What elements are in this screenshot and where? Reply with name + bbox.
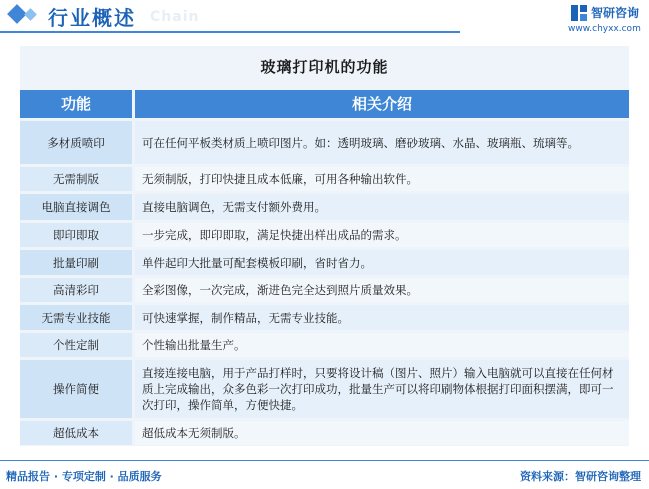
table-row	[20, 360, 629, 418]
footer-slogan: 精品报告 · 专项定制 · 品质服务	[6, 470, 162, 483]
column-header-description: 相关介绍	[135, 90, 629, 118]
function-description: 一步完成，即印即取，满足快捷出样出成品的需求。	[135, 223, 629, 247]
function-description: 可在任何平板类材质上喷印图片。如：透明玻璃、磨砂玻璃、水晶、玻璃瓶、琉璃等。	[135, 121, 629, 164]
table-title: 玻璃打印机的功能	[260, 58, 389, 76]
brand-logo-icon	[570, 4, 588, 22]
header-diamond-small-icon	[24, 8, 37, 21]
function-description: 全彩图像，一次完成，渐进色完全达到照片质量效果。	[135, 278, 629, 302]
function-description: 无须制版，打印快捷且成本低廉，可用各种输出软件。	[135, 167, 629, 191]
function-name: 多材质喷印	[20, 121, 132, 164]
footer-source: 资料来源：智研咨询整理	[520, 470, 641, 483]
table-row	[20, 223, 629, 247]
function-name: 电脑直接调色	[20, 194, 132, 220]
function-description: 单件起印大批量可配套模板印刷，省时省力。	[135, 250, 629, 275]
header-divider	[0, 31, 460, 33]
function-description: 直接连接电脑，用于产品打样时，只要将设计稿（图片、照片）输入电脑就可以直接在任何材质上完成输出，众多色彩一次打印成功，批量生产可以将印刷物体根据打印面积摆满，即可一次打印，操作简单，方便快捷。	[135, 360, 629, 418]
column-header-function: 功能	[20, 90, 132, 118]
function-name: 无需专业技能	[20, 305, 132, 330]
function-name: 操作简便	[20, 360, 132, 418]
function-name: 高清彩印	[20, 278, 132, 302]
table-row	[20, 305, 629, 330]
function-name: 个性定制	[20, 333, 132, 357]
function-description: 可快速掌握，制作精品，无需专业技能。	[135, 305, 629, 330]
header-title: 行业概述	[48, 6, 136, 30]
table-row	[20, 250, 629, 275]
brand-name: 智研咨询	[591, 6, 640, 20]
header-watermark: Chain	[150, 9, 200, 25]
table-row	[20, 278, 629, 302]
table-row	[20, 194, 629, 220]
table-row	[20, 167, 629, 191]
function-name: 无需制版	[20, 167, 132, 191]
function-name: 即印即取	[20, 223, 132, 247]
function-description: 个性输出批量生产。	[135, 333, 629, 357]
brand-url: www.chyxx.com	[568, 24, 641, 34]
table-row	[20, 333, 629, 357]
footer-divider	[0, 460, 649, 461]
table-row	[20, 421, 629, 445]
function-description: 超低成本无须制版。	[135, 421, 629, 445]
page-header	[0, 0, 649, 36]
function-name: 超低成本	[20, 421, 132, 445]
function-description: 直接电脑调色，无需支付额外费用。	[135, 194, 629, 220]
function-table-panel	[20, 46, 629, 446]
function-name: 批量印刷	[20, 250, 132, 275]
table-row	[20, 121, 629, 164]
